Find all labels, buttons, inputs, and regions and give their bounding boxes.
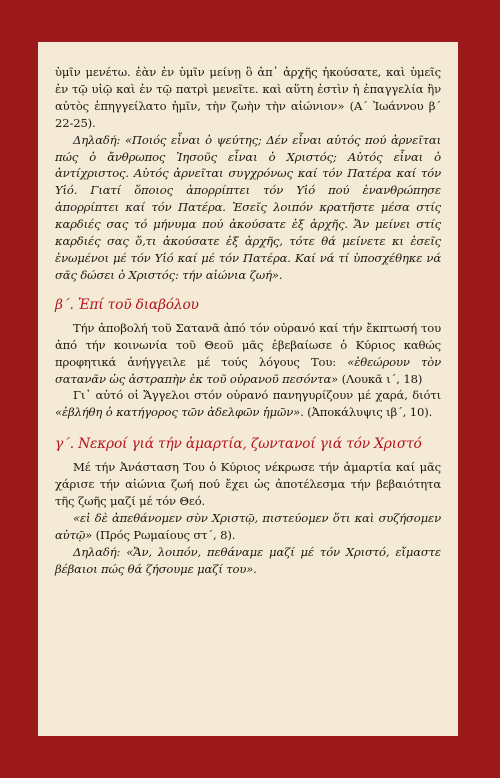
satan-fall-quote: «ἐθεώρουν τὸν σατανᾶν ὡς ἀστραπὴν ἐκ τοῦ οὐρανοῦ πεσόντα» [55, 354, 441, 386]
angels-reference: . (Ἀποκάλυψις ιβ΄, 10). [300, 405, 433, 420]
paragraph-resurrection: Μέ τήν Ἀνάσταση Του ὁ Κύριος νέκρωσε τήν ἁμαρτία καί μᾶς χάρισε τήν αἰώνια ζωή πού ἔχει ὡς ἀποτέλεσμα τήν βεβαιότητα τῆς ζωῆς μαζί μέ τόν Θεό. [55, 460, 441, 509]
paragraph-scripture-quote: ὑμῖν μενέτω. ἐὰν ἐν ὑμῖν μείνῃ ὃ ἀπ᾿ ἀρχῆς ἠκούσατε, καὶ ὑμεῖς ἐν τῷ υἱῷ καὶ ἐν τῷ πατρὶ μενεῖτε. καὶ αὕτη ἐστὶν ἡ ἐπαγγελία ἣν αὐτὸς ἐπηγγείλατο ἡμῖν, τὴν ζωὴν τὴν αἰώνιον» (Α΄ Ἰωάννου β΄ 22-25). [55, 65, 441, 130]
paragraph-translation-2: Δηλαδή: «Ἄν, λοιπόν, πεθάναμε μαζί μέ τόν Χριστό, εἴμαστε βέβαιοι πώς θά ζήσουμε μαζί του». [55, 544, 441, 576]
angels-quote: «ἐβλήθη ὁ κατήγορος τῶν ἀδελφῶν ἡμῶν» [55, 405, 301, 420]
paragraph-romans-quote [55, 510, 441, 544]
romans-reference: (Πρός Ρωμαίους στ΄, 8). [92, 527, 236, 542]
book-page [38, 42, 458, 736]
satan-fall-reference: (Λουκᾶ ι΄, 18) [338, 371, 423, 386]
angels-text: Γι᾿ αὐτό οἱ Ἄγγελοι στόν οὐρανό πανηγυρίζουν μέ χαρά, διότι [73, 388, 441, 403]
romans-quote: «εἰ δὲ ἀπεθάνομεν σὺν Χριστῷ, πιστεύομεν ὅτι καὶ συζήσομεν αὐτῷ» [55, 510, 441, 542]
paragraph-angels [55, 387, 441, 421]
paragraph-satan-fall [55, 320, 441, 388]
section-heading-dead-to-sin: γ΄. Νεκροί γιά τήν ἁμαρτία, ζωντανοί γιά τόν Χριστό [55, 436, 422, 453]
section-heading-devil: β΄. Ἐπί τοῦ διαβόλου [55, 296, 199, 313]
satan-fall-text: Τήν ἀποβολή τοῦ Σατανᾶ ἀπό τόν οὐρανό καί τήν ἔκπτωσή του ἀπό τήν κοινωνία τοῦ Θεοῦ μᾶς ἐβεβαίωσε ὁ Κύριος καθώς προφητικά ἀνήγγειλε μέ τούς λόγους Του: [55, 320, 441, 369]
paragraph-translation-1: Δηλαδή: «Ποιός εἶναι ὁ ψεύτης; Δέν εἶναι αὐτός πού ἀρνεῖται πώς ὁ ἄνθρωπος Ἰησοῦς εἶναι ὁ Χριστός; Αὐτός εἶναι ὁ ἀντίχριστος. Αὐτός ἀρνεῖται συγχρόνως καί τόν Πατέρα καί τόν Υἱό. Γιατί ὅποιος ἀπορρίπτει τόν Υἱό πού ἐνανθρώπησε ἀπορρίπτει καί τόν Πατέρα. Ἐσεῖς λοιπόν κρατῆστε μέσα στίς καρδιές σας τό μήνυμα πού ἀκούσατε ἐξ ἀρχῆς. Ἄν μείνει στίς καρδιές σας ὅ,τι ἀκούσατε ἐξ ἀρχῆς, τότε θά μείνετε κι ἐσεῖς ἑνωμένοι μέ τόν Υἱό καί μέ τόν Πατέρα. Καί νά τί ὑποσχέθηκε νά σᾶς δώσει ὁ Χριστός: τήν αἰώνια ζωή». [55, 132, 441, 282]
